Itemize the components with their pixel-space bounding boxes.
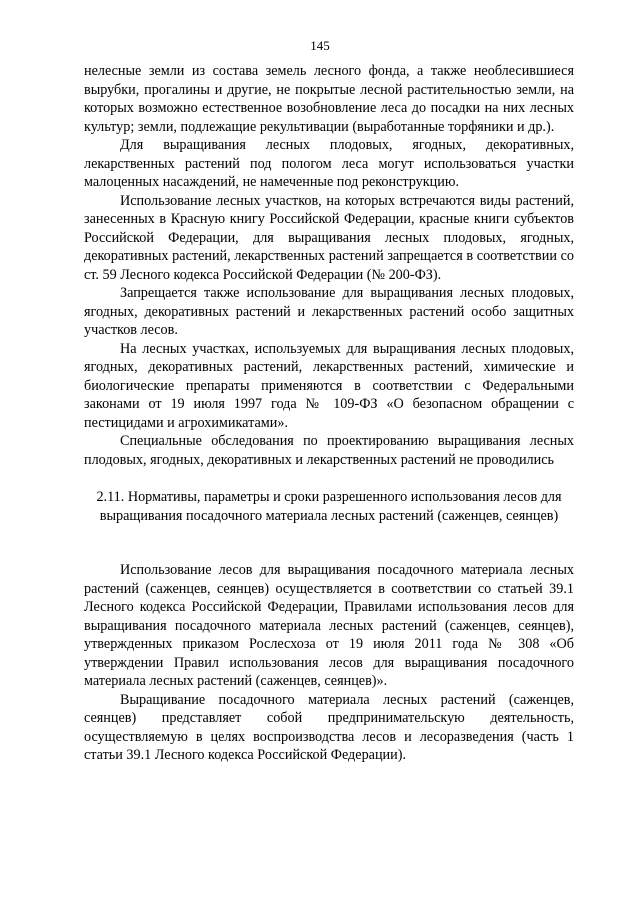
paragraph: Использование лесных участков, на которых встречаются виды растений, занесенных в Красную книгу Российской Федерации, красные книги субъектов Российской Федерации, для выращивания лесных плодовых, ягодных, декоративных растений, лекарственных растений запрещается в соответствии со ст. 59 Лесного кодекса Российской Федерации (№ 200-ФЗ). <box>84 192 574 283</box>
section-heading: 2.11. Нормативы, параметры и сроки разрешенного использования лесов для выращивания посадочного материала лесных растений (саженцев, сеянцев) <box>96 489 562 524</box>
paragraph: нелесные земли из состава земель лесного фонда, а также необлесившиеся вырубки, прогалины и другие, не покрытые лесной растительностью земли, на которых возможно естественное возобновление леса до посадки на них лесных культур; земли, подлежащие рекультивации (выработанные торфяники и др.). <box>84 63 574 135</box>
paragraph: Выращивание посадочного материала лесных растений (саженцев, сеянцев) представляет собой предпринимательскую деятельность, осуществляемую в целях воспроизводства лесов и лесоразведения (часть 1 статьи 39.1 Лесного кодекса Российской Федерации). <box>84 691 574 763</box>
paragraph: Использование лесов для выращивания посадочного материала лесных растений (саженцев, сеянцев) осуществляется в соответствии со статьей 39.1 Лесного кодекса Российской Федерации, Правилами использования лесов для выращивания посадочного материала лесных растений (саженцев, сеянцев), утвержденных приказом Рослесхоза от 19 июля 2011 года № 308 «Об утверждении Правил использования лесов для выращивания посадочного материала лесных растений (саженцев, сеянцев)». <box>84 562 574 689</box>
paragraph: На лесных участках, используемых для выращивания лесных плодовых, ягодных, декоративных растений, лекарственных растений, химические и биологические препараты применяются в соответствии с Федеральными законами от 19 июля 1997 года № 109-ФЗ «О безопасном обращении с пестицидами и агрохимикатами». <box>84 340 574 431</box>
paragraph: Для выращивания лесных плодовых, ягодных, декоративных, лекарственных растений под пологом леса могут использоваться участки малоценных насаждений, не намеченные под реконструкцию. <box>84 137 574 190</box>
spacer <box>84 469 574 488</box>
page-number: 145 <box>310 38 330 53</box>
paragraph: Специальные обследования по проектированию выращивания лесных плодовых, ягодных, декоративных и лекарственных растений не проводились <box>84 433 574 468</box>
document-body <box>84 62 574 765</box>
paragraph: Запрещается также использование для выращивания лесных плодовых, ягодных, декоративных растений и лекарственных растений особо защитных участков лесов. <box>84 285 574 338</box>
spacer <box>84 525 574 561</box>
